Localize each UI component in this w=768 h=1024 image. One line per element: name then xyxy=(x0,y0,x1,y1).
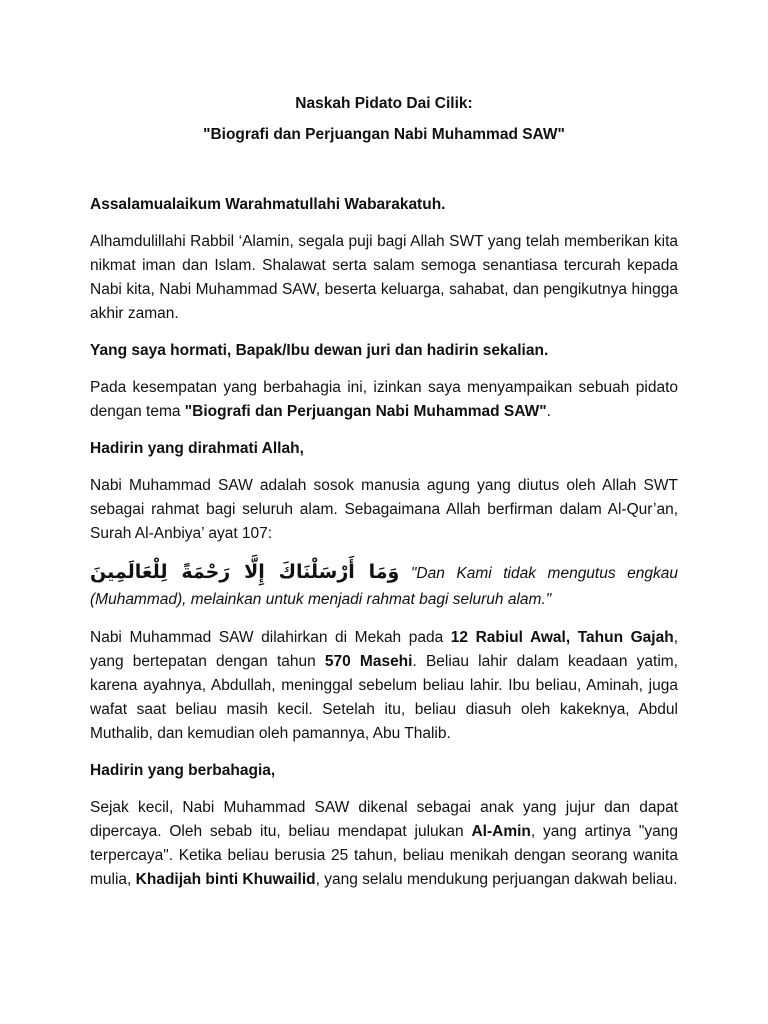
theme-intro-text: Pada kesempatan yang berbahagia ini, izinkan saya menyampaikan sebuah pidato dengan tema xyxy=(90,379,678,420)
address-audience-1: Hadirin yang dirahmati Allah, xyxy=(90,440,304,457)
quran-verse-paragraph xyxy=(90,559,678,613)
paragraph-birth xyxy=(90,626,678,746)
childhood-text-a: Sejak kecil, Nabi Muhammad SAW dikenal sebagai anak yang jujur dan dapat dipercaya. Oleh sebab itu, beliau mendapat julukan xyxy=(90,799,678,840)
birth-text-c: , yang bertepatan dengan tahun xyxy=(90,629,678,670)
nickname-al-amin: Al-Amin xyxy=(471,823,531,840)
paragraph-opening: Alhamdulillahi Rabbil ‘Alamin, segala puji bagi Allah SWT yang telah memberikan kita nikmat iman dan Islam. Shalawat serta salam semoga senantiasa tercurah kepada Nabi kita, Nabi Muhammad SAW, beserta keluarga, sahabat, dan pengikutnya hingga akhir zaman. xyxy=(90,233,678,322)
quran-verse-arabic: وَمَا أَرْسَلْنَاكَ إِلَّا رَحْمَةً لِلْعَالَمِينَ xyxy=(90,561,400,583)
paragraph-prophet-intro: Nabi Muhammad SAW adalah sosok manusia agung yang diutus oleh Allah SWT sebagai rahmat bagi seluruh alam. Sebagaimana Allah berfirman dalam Al-Qur’an, Surah Al-Anbiya’ ayat 107: xyxy=(90,477,678,542)
paragraph-childhood xyxy=(90,796,678,892)
birth-year: 570 Masehi xyxy=(324,653,413,670)
greeting: Assalamualaikum Warahmatullahi Wabarakatuh. xyxy=(90,196,446,213)
birth-date: 12 Rabiul Awal, Tahun Gajah xyxy=(450,629,674,646)
birth-text-a: Nabi Muhammad SAW dilahirkan di Mekah pada xyxy=(90,629,451,646)
wife-name: Khadijah binti Khuwailid xyxy=(135,871,316,888)
theme-end-text: . xyxy=(546,403,551,420)
document-title: Naskah Pidato Dai Cilik: xyxy=(295,95,473,112)
quran-verse-translation: "Dan Kami tidak mengutus engkau (Muhammad), melainkan untuk menjadi rahmat bagi seluruh alam." xyxy=(90,565,679,608)
birth-text-e: . Beliau lahir dalam keadaan yatim, karena ayahnya, Abdullah, meninggal sebelum beliau lahir. Ibu beliau, Aminah, juga wafat saat beliau masih kecil. Setelah itu, beliau diasuh oleh kakeknya, Abdul Muthalib, dan kemudian oleh pamannya, Abu Thalib. xyxy=(90,653,678,742)
childhood-text-c: , yang artinya "yang terpercaya". Ketika beliau berusia 25 tahun, beliau menikah dengan seorang wanita mulia, xyxy=(90,823,678,888)
theme-title: "Biografi dan Perjuangan Nabi Muhammad SAW" xyxy=(184,403,547,420)
document-subtitle: "Biografi dan Perjuangan Nabi Muhammad SAW" xyxy=(203,126,565,143)
address-jury: Yang saya hormati, Bapak/Ibu dewan juri dan hadirin sekalian. xyxy=(90,342,549,359)
paragraph-theme xyxy=(90,376,678,424)
childhood-text-e: , yang selalu mendukung perjuangan dakwah beliau. xyxy=(315,871,678,888)
address-audience-2: Hadirin yang berbahagia, xyxy=(90,762,276,779)
